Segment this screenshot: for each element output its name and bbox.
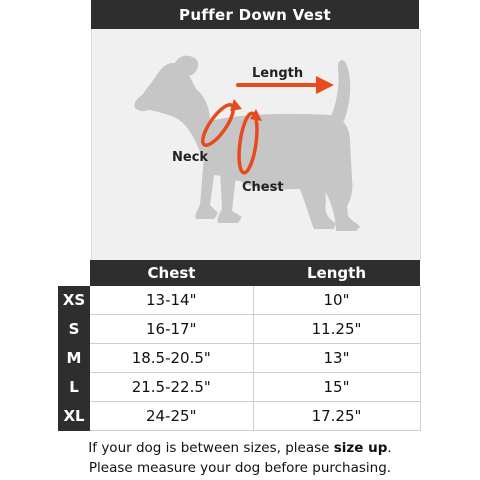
dog-diagram-svg	[92, 29, 420, 261]
size-label: XL	[58, 402, 90, 431]
size-label: M	[58, 344, 90, 373]
page-title: Puffer Down Vest	[91, 0, 419, 29]
footnote-prefix: If your dog is between sizes, please	[88, 440, 334, 456]
chest-value: 24-25"	[90, 402, 253, 431]
size-label: L	[58, 373, 90, 402]
column-header-length: Length	[253, 260, 420, 286]
measurement-diagram	[91, 29, 421, 261]
table-row	[58, 315, 420, 344]
table-corner	[58, 260, 90, 286]
chest-label: Chest	[242, 180, 284, 195]
footnote-line-2: Please measure your dog before purchasing.	[88, 460, 392, 476]
column-header-chest: Chest	[90, 260, 253, 286]
footnote-suffix: .	[387, 440, 392, 456]
size-chart-table	[58, 260, 421, 431]
table-row	[58, 344, 420, 373]
chest-value: 18.5-20.5"	[90, 344, 253, 373]
table-header-row	[58, 260, 420, 286]
length-value: 17.25"	[253, 402, 420, 431]
chest-value: 16-17"	[90, 315, 253, 344]
neck-label: Neck	[172, 150, 209, 165]
footnote-emphasis: size up	[333, 440, 388, 456]
sizing-footnote	[0, 438, 480, 478]
length-value: 10"	[253, 286, 420, 315]
table-row	[58, 373, 420, 402]
chest-value: 21.5-22.5"	[90, 373, 253, 402]
table-row	[58, 402, 420, 431]
table-row	[58, 286, 420, 315]
length-label: Length	[252, 66, 304, 81]
footnote-line-1	[0, 438, 480, 458]
length-value: 13"	[253, 344, 420, 373]
size-label: XS	[58, 286, 90, 315]
length-value: 15"	[253, 373, 420, 402]
length-value: 11.25"	[253, 315, 420, 344]
size-label: S	[58, 315, 90, 344]
chest-value: 13-14"	[90, 286, 253, 315]
